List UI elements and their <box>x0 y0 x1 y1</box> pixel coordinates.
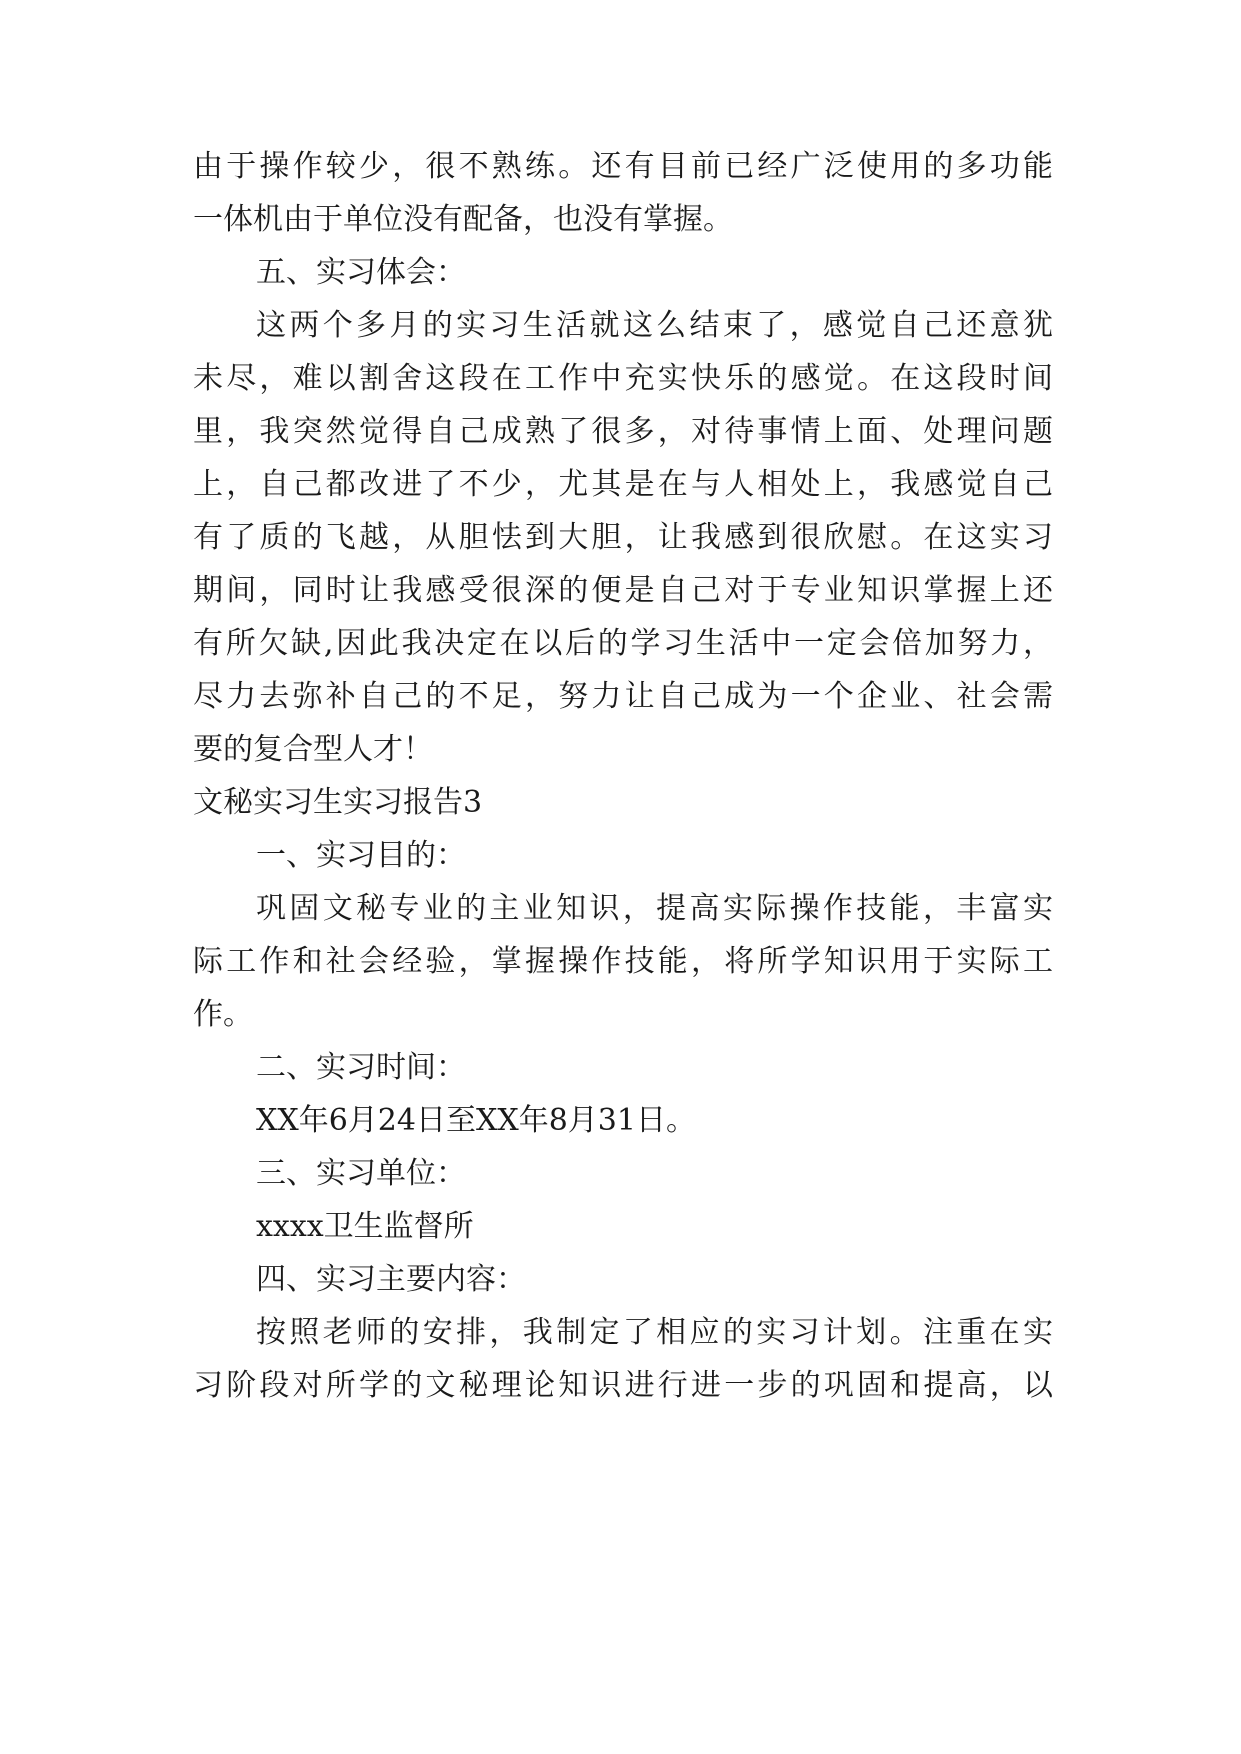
body-text-line: 按照老师的安排，我制定了相应的实习计划。注重在实 <box>256 1315 1053 1350</box>
section-heading: 一、实习目的： <box>256 838 466 873</box>
body-text-line: 里，我突然觉得自己成熟了很多，对待事情上面、处理问题 <box>193 414 1053 449</box>
body-text-line: 由于操作较少，很不熟练。还有目前已经广泛使用的多功能 <box>193 149 1053 184</box>
body-text-line: 一体机由于单位没有配备，也没有掌握。 <box>193 202 733 237</box>
section-heading: 二、实习时间： <box>256 1050 466 1085</box>
body-text-line: 际工作和社会经验，掌握操作技能，将所学知识用于实际工 <box>193 944 1053 979</box>
body-text-line: 作。 <box>193 997 253 1032</box>
body-text-line: XX年6月24日至XX年8月31日。 <box>256 1103 696 1138</box>
body-text-line: 要的复合型人才！ <box>193 732 433 767</box>
body-text-line: 巩固文秘专业的主业知识，提高实际操作技能，丰富实 <box>256 891 1053 926</box>
body-text-line: 有所欠缺,因此我决定在以后的学习生活中一定会倍加努力， <box>193 626 1053 661</box>
body-text-line: 期间，同时让我感受很深的便是自己对于专业知识掌握上还 <box>193 573 1053 608</box>
section-heading: 五、实习体会： <box>256 255 466 290</box>
section-heading: 四、实习主要内容： <box>256 1262 526 1297</box>
body-text-line: xxxx卫生监督所 <box>256 1209 474 1244</box>
body-text-line: 上，自己都改进了不少，尤其是在与人相处上，我感觉自己 <box>193 467 1053 502</box>
report-title: 文秘实习生实习报告3 <box>193 785 483 820</box>
body-text-line: 这两个多月的实习生活就这么结束了，感觉自己还意犹 <box>256 308 1053 343</box>
body-text-line: 尽力去弥补自己的不足，努力让自己成为一个企业、社会需 <box>193 679 1053 714</box>
body-text-line: 习阶段对所学的文秘理论知识进行进一步的巩固和提高，以 <box>193 1368 1053 1403</box>
body-text-line: 有了质的飞越，从胆怯到大胆，让我感到很欣慰。在这实习 <box>193 520 1053 555</box>
body-text-line: 未尽，难以割舍这段在工作中充实快乐的感觉。在这段时间 <box>193 361 1053 396</box>
section-heading: 三、实习单位： <box>256 1156 466 1191</box>
